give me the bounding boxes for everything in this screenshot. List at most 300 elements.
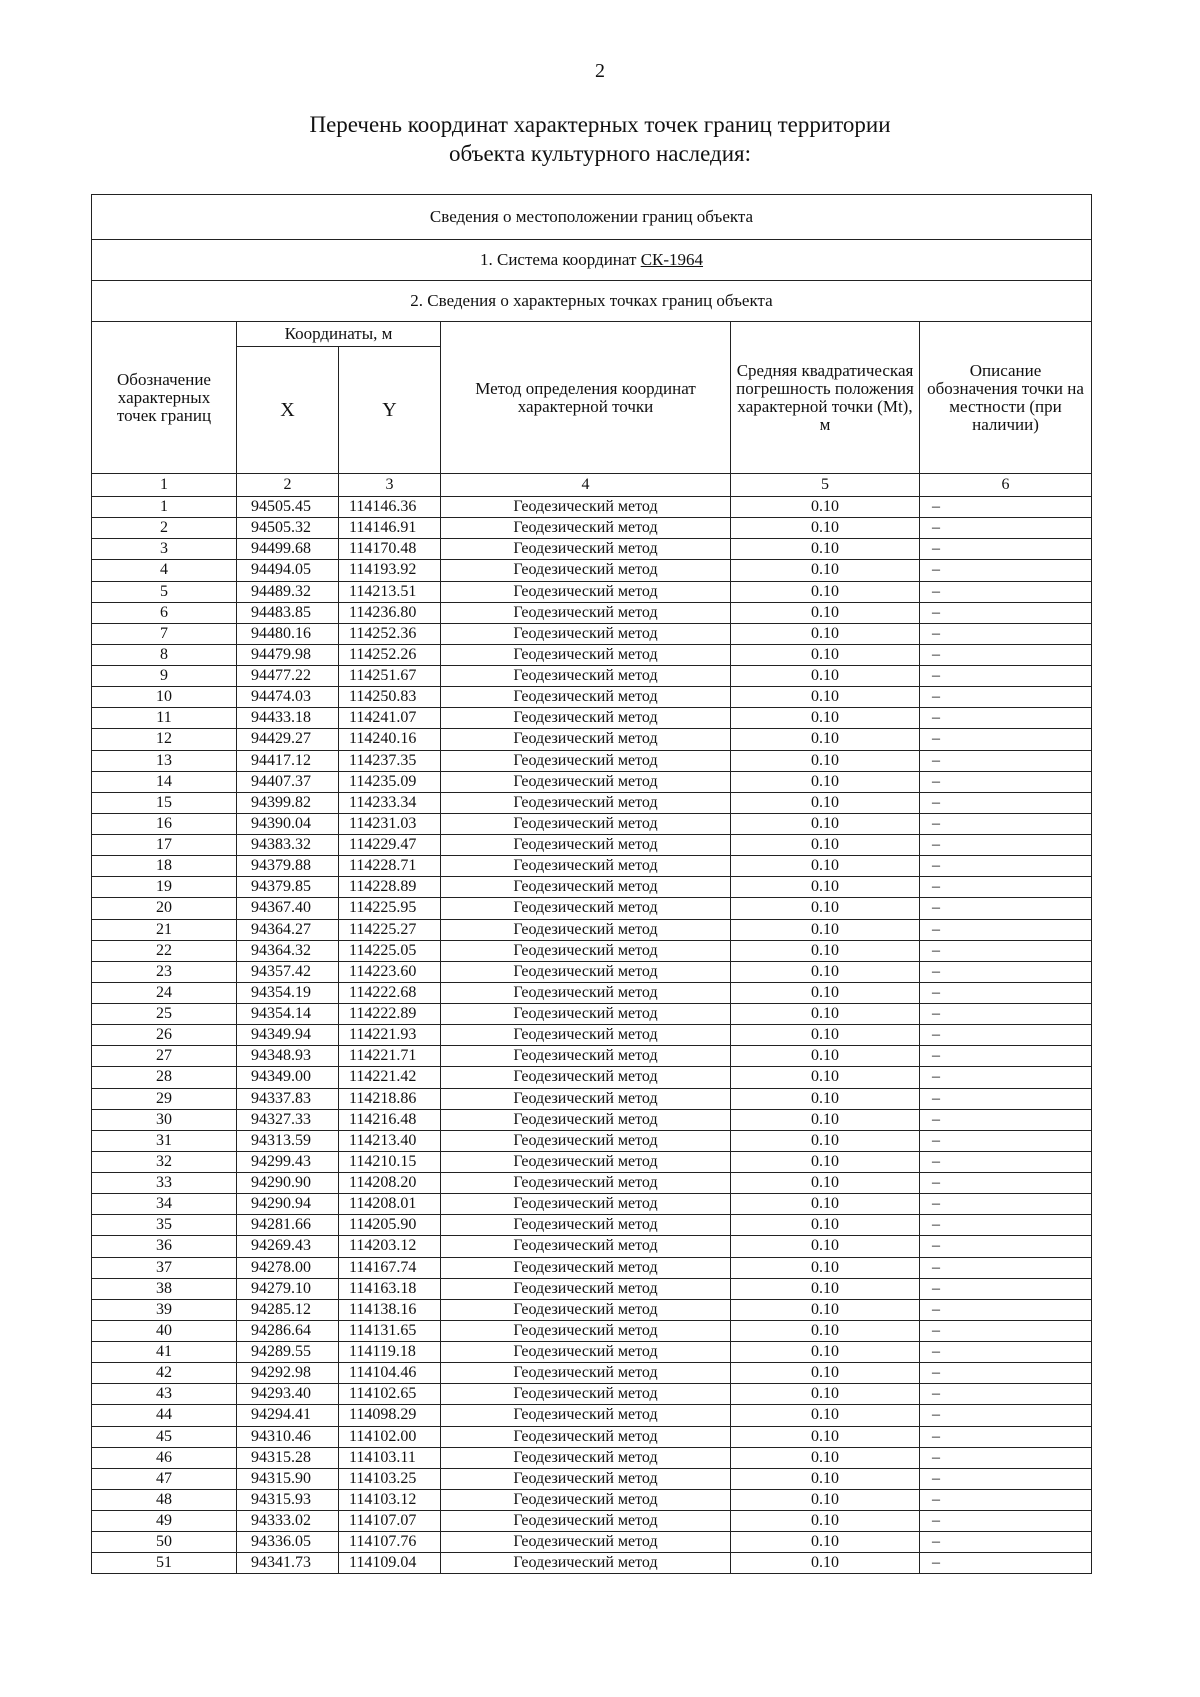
method-cell: Геодезический метод (441, 1363, 731, 1384)
point-number-cell: 45 (92, 1426, 237, 1447)
coord-y-cell: 114163.18 (339, 1278, 441, 1299)
coord-y-cell: 114103.11 (339, 1447, 441, 1468)
point-number-cell: 44 (92, 1405, 237, 1426)
table-row (92, 1468, 1092, 1489)
coord-x-cell: 94336.05 (237, 1532, 339, 1553)
desc-cell: – (920, 1384, 1092, 1405)
method-cell: Геодезический метод (441, 1299, 731, 1320)
desc-cell: – (920, 877, 1092, 898)
column-number-1: 1 (92, 474, 237, 497)
coord-x-cell: 94327.33 (237, 1109, 339, 1130)
desc-cell: – (920, 940, 1092, 961)
desc-cell: – (920, 666, 1092, 687)
error-cell: 0.10 (731, 856, 920, 877)
method-cell: Геодезический метод (441, 1173, 731, 1194)
coord-y-cell: 114237.35 (339, 750, 441, 771)
method-cell: Геодезический метод (441, 1194, 731, 1215)
error-cell: 0.10 (731, 1489, 920, 1510)
header-coordinates: Координаты, м (237, 322, 441, 347)
coord-x-cell: 94315.93 (237, 1489, 339, 1510)
point-number-cell: 37 (92, 1257, 237, 1278)
point-number-cell: 34 (92, 1194, 237, 1215)
desc-cell: – (920, 1194, 1092, 1215)
coord-y-cell: 114146.36 (339, 497, 441, 518)
method-cell: Геодезический метод (441, 497, 731, 518)
coord-x-cell: 94299.43 (237, 1151, 339, 1172)
point-number-cell: 23 (92, 961, 237, 982)
method-cell: Геодезический метод (441, 666, 731, 687)
coord-x-cell: 94315.28 (237, 1447, 339, 1468)
point-number-cell: 9 (92, 666, 237, 687)
coord-y-cell: 114103.12 (339, 1489, 441, 1510)
desc-cell: – (920, 687, 1092, 708)
coord-x-cell: 94364.32 (237, 940, 339, 961)
table-row (92, 1553, 1092, 1574)
point-number-cell: 32 (92, 1151, 237, 1172)
table-row (92, 1004, 1092, 1025)
error-cell: 0.10 (731, 644, 920, 665)
desc-cell: – (920, 1130, 1092, 1151)
method-cell: Геодезический метод (441, 729, 731, 750)
desc-cell: – (920, 1342, 1092, 1363)
point-number-cell: 51 (92, 1553, 237, 1574)
method-cell: Геодезический метод (441, 1405, 731, 1426)
desc-cell: – (920, 1046, 1092, 1067)
desc-cell: – (920, 497, 1092, 518)
method-cell: Геодезический метод (441, 835, 731, 856)
point-number-cell: 46 (92, 1447, 237, 1468)
desc-cell: – (920, 623, 1092, 644)
table-row (92, 708, 1092, 729)
coord-x-cell: 94474.03 (237, 687, 339, 708)
error-cell: 0.10 (731, 1046, 920, 1067)
coord-y-cell: 114231.03 (339, 813, 441, 834)
table-row (92, 1215, 1092, 1236)
coord-x-cell: 94313.59 (237, 1130, 339, 1151)
coord-y-cell: 114221.93 (339, 1025, 441, 1046)
table-row (92, 1151, 1092, 1172)
desc-cell: – (920, 982, 1092, 1003)
coord-x-cell: 94354.14 (237, 1004, 339, 1025)
method-cell: Геодезический метод (441, 1532, 731, 1553)
point-number-cell: 5 (92, 581, 237, 602)
coord-x-cell: 94489.32 (237, 581, 339, 602)
point-number-cell: 14 (92, 771, 237, 792)
point-number-cell: 12 (92, 729, 237, 750)
desc-cell: – (920, 1173, 1092, 1194)
desc-cell: – (920, 1511, 1092, 1532)
table-row (92, 1025, 1092, 1046)
table-row (92, 1173, 1092, 1194)
desc-cell: – (920, 1320, 1092, 1341)
point-number-cell: 43 (92, 1384, 237, 1405)
error-cell: 0.10 (731, 1130, 920, 1151)
coord-y-cell: 114225.95 (339, 898, 441, 919)
coord-x-cell: 94505.45 (237, 497, 339, 518)
desc-cell: – (920, 518, 1092, 539)
error-cell: 0.10 (731, 940, 920, 961)
point-number-cell: 42 (92, 1363, 237, 1384)
table-row (92, 1194, 1092, 1215)
table-row (92, 1257, 1092, 1278)
coord-x-cell: 94379.88 (237, 856, 339, 877)
desc-cell: – (920, 813, 1092, 834)
coord-y-cell: 114252.26 (339, 644, 441, 665)
table-row (92, 1320, 1092, 1341)
desc-cell: – (920, 1532, 1092, 1553)
desc-cell: – (920, 581, 1092, 602)
error-cell: 0.10 (731, 1004, 920, 1025)
desc-cell: – (920, 856, 1092, 877)
coord-x-cell: 94315.90 (237, 1468, 339, 1489)
desc-cell: – (920, 1405, 1092, 1426)
coord-x-cell: 94433.18 (237, 708, 339, 729)
method-cell: Геодезический метод (441, 560, 731, 581)
method-cell: Геодезический метод (441, 919, 731, 940)
point-number-cell: 3 (92, 539, 237, 560)
desc-cell: – (920, 1109, 1092, 1130)
point-number-cell: 4 (92, 560, 237, 581)
desc-cell: – (920, 1257, 1092, 1278)
table-row (92, 581, 1092, 602)
coord-y-cell: 114107.76 (339, 1532, 441, 1553)
coord-y-cell: 114235.09 (339, 771, 441, 792)
desc-cell: – (920, 1278, 1092, 1299)
table-row (92, 518, 1092, 539)
point-number-cell: 50 (92, 1532, 237, 1553)
coord-y-cell: 114241.07 (339, 708, 441, 729)
coord-y-cell: 114223.60 (339, 961, 441, 982)
point-number-cell: 1 (92, 497, 237, 518)
method-cell: Геодезический метод (441, 1257, 731, 1278)
coord-x-cell: 94279.10 (237, 1278, 339, 1299)
coord-x-cell: 94505.32 (237, 518, 339, 539)
page-number: 2 (595, 60, 605, 82)
coord-x-cell: 94290.94 (237, 1194, 339, 1215)
coord-x-cell: 94341.73 (237, 1553, 339, 1574)
desc-cell: – (920, 1067, 1092, 1088)
point-number-cell: 8 (92, 644, 237, 665)
method-cell: Геодезический метод (441, 1320, 731, 1341)
method-cell: Геодезический метод (441, 750, 731, 771)
coord-y-cell: 114146.91 (339, 518, 441, 539)
method-cell: Геодезический метод (441, 623, 731, 644)
coord-x-cell: 94357.42 (237, 961, 339, 982)
coordinates-table (91, 194, 1092, 1574)
method-cell: Геодезический метод (441, 1109, 731, 1130)
desc-cell: – (920, 644, 1092, 665)
method-cell: Геодезический метод (441, 1489, 731, 1510)
error-cell: 0.10 (731, 982, 920, 1003)
table-row (92, 898, 1092, 919)
error-cell: 0.10 (731, 771, 920, 792)
table-row (92, 1489, 1092, 1510)
method-cell: Геодезический метод (441, 940, 731, 961)
coord-x-cell: 94293.40 (237, 1384, 339, 1405)
table-row (92, 1447, 1092, 1468)
error-cell: 0.10 (731, 835, 920, 856)
error-cell: 0.10 (731, 1215, 920, 1236)
error-cell: 0.10 (731, 1426, 920, 1447)
coord-y-cell: 114222.68 (339, 982, 441, 1003)
point-number-cell: 28 (92, 1067, 237, 1088)
header-error: Средняя квадратическая погрешность положения характерной точки (Mt), м (731, 322, 920, 474)
point-number-cell: 17 (92, 835, 237, 856)
desc-cell: – (920, 1151, 1092, 1172)
table-row (92, 1426, 1092, 1447)
desc-cell: – (920, 898, 1092, 919)
table-row (92, 1278, 1092, 1299)
coord-x-cell: 94348.93 (237, 1046, 339, 1067)
method-cell: Геодезический метод (441, 1025, 731, 1046)
coord-x-cell: 94269.43 (237, 1236, 339, 1257)
coord-x-cell: 94289.55 (237, 1342, 339, 1363)
error-cell: 0.10 (731, 1257, 920, 1278)
point-number-cell: 7 (92, 623, 237, 644)
method-cell: Геодезический метод (441, 602, 731, 623)
error-cell: 0.10 (731, 1363, 920, 1384)
coord-y-cell: 114250.83 (339, 687, 441, 708)
method-cell: Геодезический метод (441, 1067, 731, 1088)
method-cell: Геодезический метод (441, 1046, 731, 1067)
table-row (92, 1130, 1092, 1151)
method-cell: Геодезический метод (441, 982, 731, 1003)
coord-x-cell: 94364.27 (237, 919, 339, 940)
section-header: Сведения о местоположении границ объекта (92, 195, 1092, 240)
error-cell: 0.10 (731, 1342, 920, 1363)
coord-x-cell: 94286.64 (237, 1320, 339, 1341)
method-cell: Геодезический метод (441, 1004, 731, 1025)
method-cell: Геодезический метод (441, 813, 731, 834)
point-number-cell: 18 (92, 856, 237, 877)
error-cell: 0.10 (731, 1109, 920, 1130)
method-cell: Геодезический метод (441, 1447, 731, 1468)
table-row (92, 1532, 1092, 1553)
error-cell: 0.10 (731, 1067, 920, 1088)
error-cell: 0.10 (731, 1173, 920, 1194)
column-number-5: 5 (731, 474, 920, 497)
table-row (92, 750, 1092, 771)
coord-y-cell: 114222.89 (339, 1004, 441, 1025)
coord-y-cell: 114210.15 (339, 1151, 441, 1172)
table-row (92, 982, 1092, 1003)
table-row (92, 687, 1092, 708)
method-cell: Геодезический метод (441, 1384, 731, 1405)
point-number-cell: 41 (92, 1342, 237, 1363)
table-row (92, 1299, 1092, 1320)
coord-y-cell: 114138.16 (339, 1299, 441, 1320)
coord-x-cell: 94285.12 (237, 1299, 339, 1320)
method-cell: Геодезический метод (441, 1426, 731, 1447)
coord-y-cell: 114170.48 (339, 539, 441, 560)
coord-y-cell: 114103.25 (339, 1468, 441, 1489)
coord-y-cell: 114225.05 (339, 940, 441, 961)
point-number-cell: 13 (92, 750, 237, 771)
coord-y-cell: 114213.40 (339, 1130, 441, 1151)
error-cell: 0.10 (731, 1088, 920, 1109)
desc-cell: – (920, 1426, 1092, 1447)
desc-cell: – (920, 539, 1092, 560)
coord-x-cell: 94337.83 (237, 1088, 339, 1109)
method-cell: Геодезический метод (441, 687, 731, 708)
table-row (92, 856, 1092, 877)
header-y: Y (339, 347, 441, 474)
point-number-cell: 31 (92, 1130, 237, 1151)
desc-cell: – (920, 1447, 1092, 1468)
table-row (92, 1363, 1092, 1384)
coord-y-cell: 114216.48 (339, 1109, 441, 1130)
error-cell: 0.10 (731, 1468, 920, 1489)
coord-y-cell: 114221.71 (339, 1046, 441, 1067)
error-cell: 0.10 (731, 1447, 920, 1468)
method-cell: Геодезический метод (441, 1468, 731, 1489)
method-cell: Геодезический метод (441, 856, 731, 877)
table-row (92, 877, 1092, 898)
point-number-cell: 35 (92, 1215, 237, 1236)
method-cell: Геодезический метод (441, 1236, 731, 1257)
coord-y-cell: 114221.42 (339, 1067, 441, 1088)
method-cell: Геодезический метод (441, 539, 731, 560)
point-number-cell: 29 (92, 1088, 237, 1109)
table-row (92, 771, 1092, 792)
point-number-cell: 39 (92, 1299, 237, 1320)
coord-y-cell: 114218.86 (339, 1088, 441, 1109)
coord-x-cell: 94479.98 (237, 644, 339, 665)
table-row (92, 1511, 1092, 1532)
error-cell: 0.10 (731, 1151, 920, 1172)
desc-cell: – (920, 1553, 1092, 1574)
error-cell: 0.10 (731, 1025, 920, 1046)
error-cell: 0.10 (731, 1299, 920, 1320)
error-cell: 0.10 (731, 1553, 920, 1574)
coord-y-cell: 114193.92 (339, 560, 441, 581)
points-header: 2. Сведения о характерных точках границ объекта (92, 281, 1092, 322)
header-designation: Обозначение характерных точек границ (92, 322, 237, 474)
desc-cell: – (920, 1468, 1092, 1489)
coord-y-cell: 114104.46 (339, 1363, 441, 1384)
coord-y-cell: 114167.74 (339, 1257, 441, 1278)
table-row (92, 666, 1092, 687)
method-cell: Геодезический метод (441, 644, 731, 665)
error-cell: 0.10 (731, 919, 920, 940)
point-number-cell: 11 (92, 708, 237, 729)
error-cell: 0.10 (731, 1320, 920, 1341)
table-row (92, 1088, 1092, 1109)
error-cell: 0.10 (731, 708, 920, 729)
point-number-cell: 36 (92, 1236, 237, 1257)
header-method: Метод определения координат характерной точки (441, 322, 731, 474)
method-cell: Геодезический метод (441, 581, 731, 602)
error-cell: 0.10 (731, 687, 920, 708)
coordinate-system-label: 1. Система координат (479, 250, 641, 269)
document-title (0, 110, 1200, 168)
point-number-cell: 38 (92, 1278, 237, 1299)
desc-cell: – (920, 792, 1092, 813)
point-number-cell: 15 (92, 792, 237, 813)
error-cell: 0.10 (731, 1384, 920, 1405)
table-row (92, 919, 1092, 940)
desc-cell: – (920, 1236, 1092, 1257)
title-line-1: Перечень координат характерных точек границ территории (309, 112, 891, 137)
method-cell: Геодезический метод (441, 1511, 731, 1532)
table-row (92, 644, 1092, 665)
point-number-cell: 33 (92, 1173, 237, 1194)
coord-y-cell: 114252.36 (339, 623, 441, 644)
desc-cell: – (920, 1489, 1092, 1510)
method-cell: Геодезический метод (441, 771, 731, 792)
table-row (92, 1109, 1092, 1130)
coord-x-cell: 94367.40 (237, 898, 339, 919)
coord-x-cell: 94499.68 (237, 539, 339, 560)
method-cell: Геодезический метод (441, 792, 731, 813)
coord-y-cell: 114203.12 (339, 1236, 441, 1257)
table-row (92, 623, 1092, 644)
table-row (92, 1067, 1092, 1088)
error-cell: 0.10 (731, 560, 920, 581)
table-row (92, 539, 1092, 560)
error-cell: 0.10 (731, 1278, 920, 1299)
table-row (92, 792, 1092, 813)
coord-x-cell: 94477.22 (237, 666, 339, 687)
coord-x-cell: 94278.00 (237, 1257, 339, 1278)
coord-x-cell: 94354.19 (237, 982, 339, 1003)
method-cell: Геодезический метод (441, 1151, 731, 1172)
error-cell: 0.10 (731, 961, 920, 982)
coord-y-cell: 114107.07 (339, 1511, 441, 1532)
coord-y-cell: 114131.65 (339, 1320, 441, 1341)
coordinate-system-line (92, 240, 1092, 281)
point-number-cell: 20 (92, 898, 237, 919)
coord-x-cell: 94407.37 (237, 771, 339, 792)
coord-y-cell: 114205.90 (339, 1215, 441, 1236)
coord-y-cell: 114240.16 (339, 729, 441, 750)
method-cell: Геодезический метод (441, 898, 731, 919)
coord-y-cell: 114236.80 (339, 602, 441, 623)
error-cell: 0.10 (731, 539, 920, 560)
desc-cell: – (920, 560, 1092, 581)
error-cell: 0.10 (731, 1532, 920, 1553)
method-cell: Геодезический метод (441, 518, 731, 539)
table-row (92, 1384, 1092, 1405)
coord-y-cell: 114229.47 (339, 835, 441, 856)
error-cell: 0.10 (731, 581, 920, 602)
point-number-cell: 24 (92, 982, 237, 1003)
point-number-cell: 47 (92, 1468, 237, 1489)
error-cell: 0.10 (731, 602, 920, 623)
table-row (92, 961, 1092, 982)
column-number-3: 3 (339, 474, 441, 497)
title-line-2: объекта культурного наследия: (448, 141, 752, 166)
coord-x-cell: 94310.46 (237, 1426, 339, 1447)
coord-y-cell: 114102.65 (339, 1384, 441, 1405)
point-number-cell: 40 (92, 1320, 237, 1341)
table-row (92, 1046, 1092, 1067)
coord-y-cell: 114208.20 (339, 1173, 441, 1194)
error-cell: 0.10 (731, 792, 920, 813)
coord-y-cell: 114098.29 (339, 1405, 441, 1426)
error-cell: 0.10 (731, 729, 920, 750)
coord-x-cell: 94390.04 (237, 813, 339, 834)
point-number-cell: 30 (92, 1109, 237, 1130)
coord-y-cell: 114119.18 (339, 1342, 441, 1363)
error-cell: 0.10 (731, 1194, 920, 1215)
error-cell: 0.10 (731, 1236, 920, 1257)
desc-cell: – (920, 771, 1092, 792)
coord-y-cell: 114102.00 (339, 1426, 441, 1447)
desc-cell: – (920, 602, 1092, 623)
table-row (92, 729, 1092, 750)
point-number-cell: 49 (92, 1511, 237, 1532)
